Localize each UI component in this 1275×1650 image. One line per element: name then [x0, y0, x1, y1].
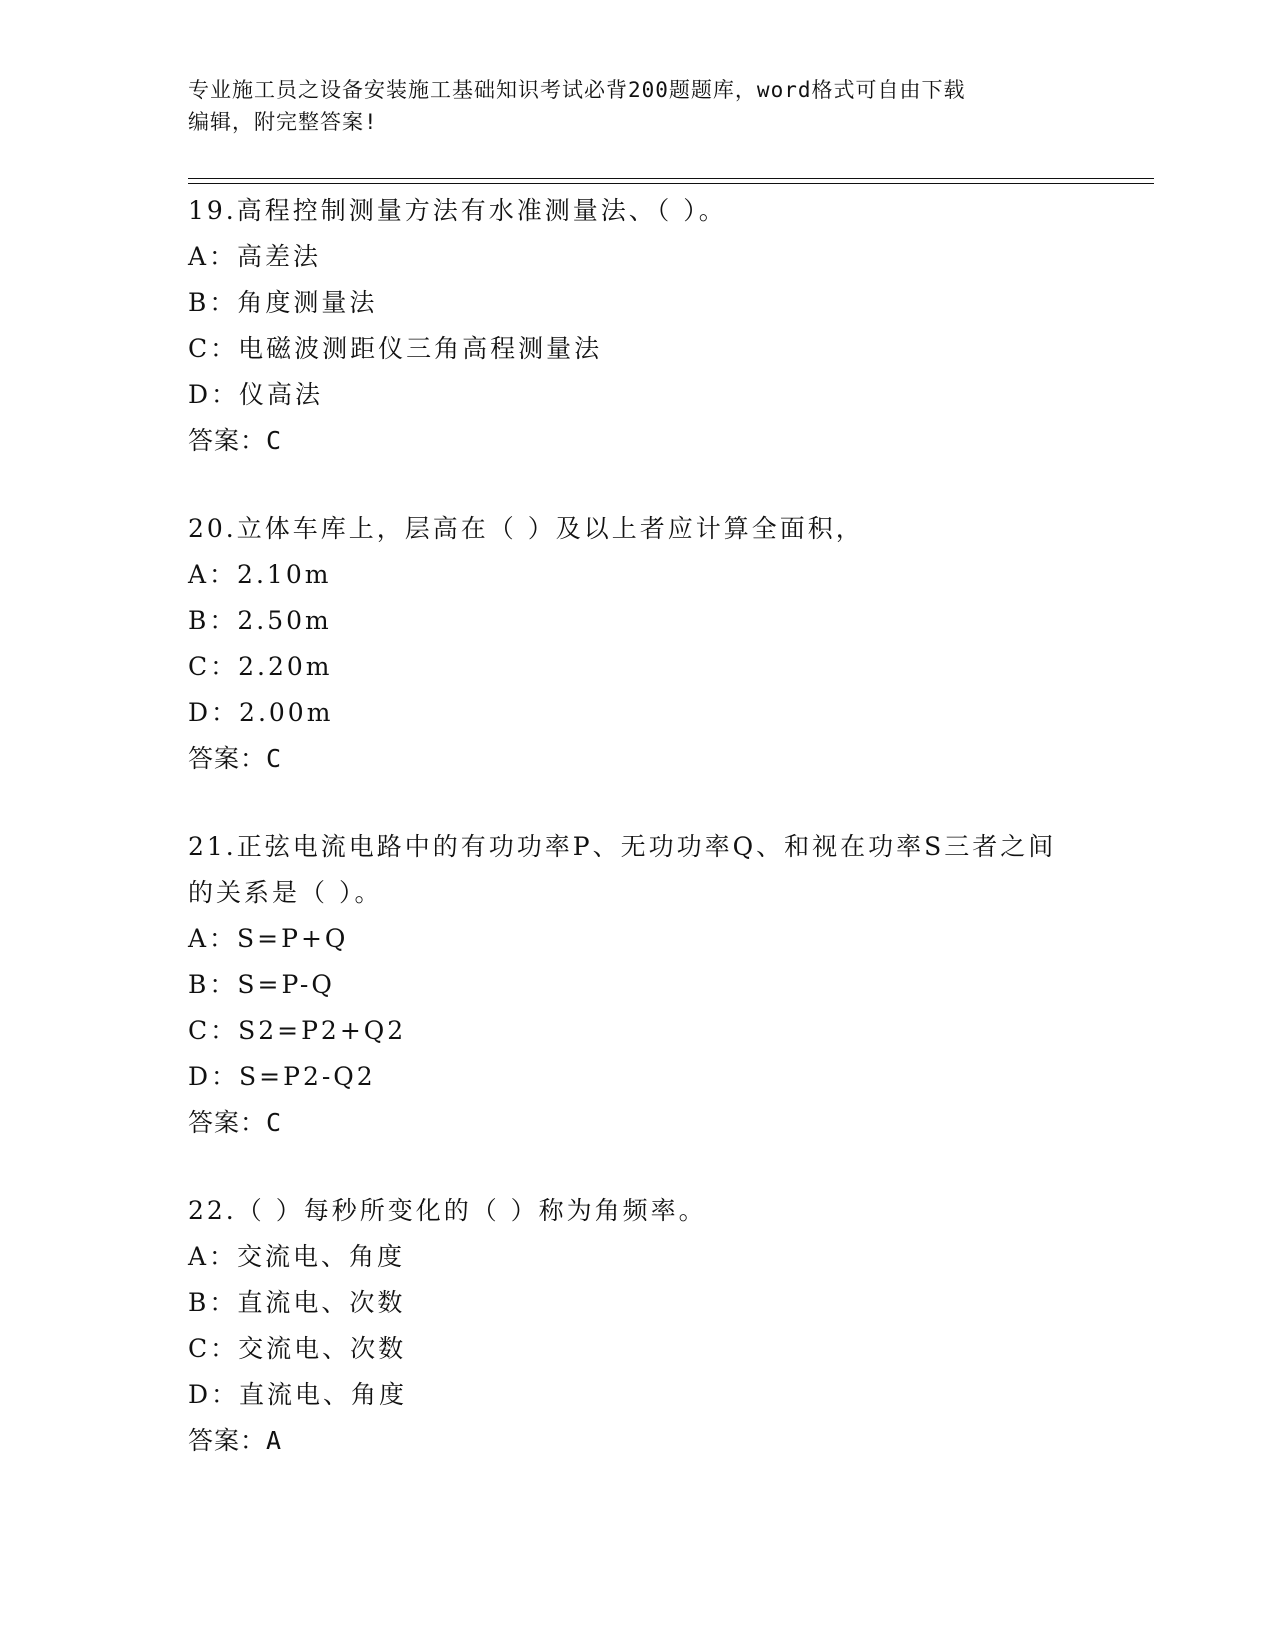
- answer-value: A: [266, 1426, 283, 1455]
- option-d: D：仪高法: [188, 380, 324, 409]
- option-b: B：2.50m: [188, 606, 332, 635]
- option-b: B：角度测量法: [188, 288, 378, 317]
- option-a: A：S=P+Q: [188, 924, 349, 953]
- question-block: [188, 506, 1068, 782]
- question-stem: 21.正弦电流电路中的有功功率P、无功功率Q、和视在功率S三者之间的关系是（ ）。: [188, 832, 1057, 907]
- question-stem: 20.立体车库上，层高在（ ）及以上者应计算全面积，: [188, 514, 864, 543]
- option-d: D：S=P2-Q2: [188, 1062, 376, 1091]
- answer-label: 答案：: [188, 1108, 267, 1137]
- option-c: C：交流电、次数: [188, 1334, 407, 1363]
- answer-line: [188, 418, 1068, 464]
- question-stem: 19.高程控制测量方法有水准测量法、（ ）。: [188, 196, 727, 225]
- option-d: D：直流电、角度: [188, 1380, 408, 1409]
- question-block: [188, 188, 1068, 464]
- option-a: A：2.10m: [188, 560, 332, 589]
- answer-line: [188, 736, 1068, 782]
- header-divider-bottom: [188, 183, 1154, 184]
- option-c: C：2.20m: [188, 652, 333, 681]
- answer-label: 答案：: [188, 1426, 267, 1455]
- header-divider-top: [188, 178, 1154, 179]
- option-d: D：2.00m: [188, 698, 334, 727]
- answer-value: C: [266, 1108, 283, 1137]
- header-line-1: 专业施工员之设备安装施工基础知识考试必背200题题库，word格式可自由下载: [188, 78, 966, 102]
- answer-value: C: [266, 744, 283, 773]
- option-a: A：交流电、角度: [188, 1242, 406, 1271]
- question-stem: 22.（ ）每秒所变化的（ ）称为角频率。: [188, 1196, 707, 1225]
- option-c: C：S2=P2+Q2: [188, 1016, 407, 1045]
- answer-line: [188, 1418, 1068, 1464]
- option-a: A：高差法: [188, 242, 322, 271]
- question-block: [188, 1188, 1068, 1464]
- answer-value: C: [266, 426, 283, 455]
- header-line-2: 编辑，附完整答案!: [188, 110, 378, 134]
- option-b: B：直流电、次数: [188, 1288, 406, 1317]
- answer-line: [188, 1100, 1068, 1146]
- question-block: [188, 824, 1068, 1146]
- option-b: B：S=P-Q: [188, 970, 335, 999]
- answer-label: 答案：: [188, 426, 267, 455]
- answer-label: 答案：: [188, 744, 267, 773]
- document-header: [188, 74, 1088, 138]
- option-c: C：电磁波测距仪三角高程测量法: [188, 334, 603, 363]
